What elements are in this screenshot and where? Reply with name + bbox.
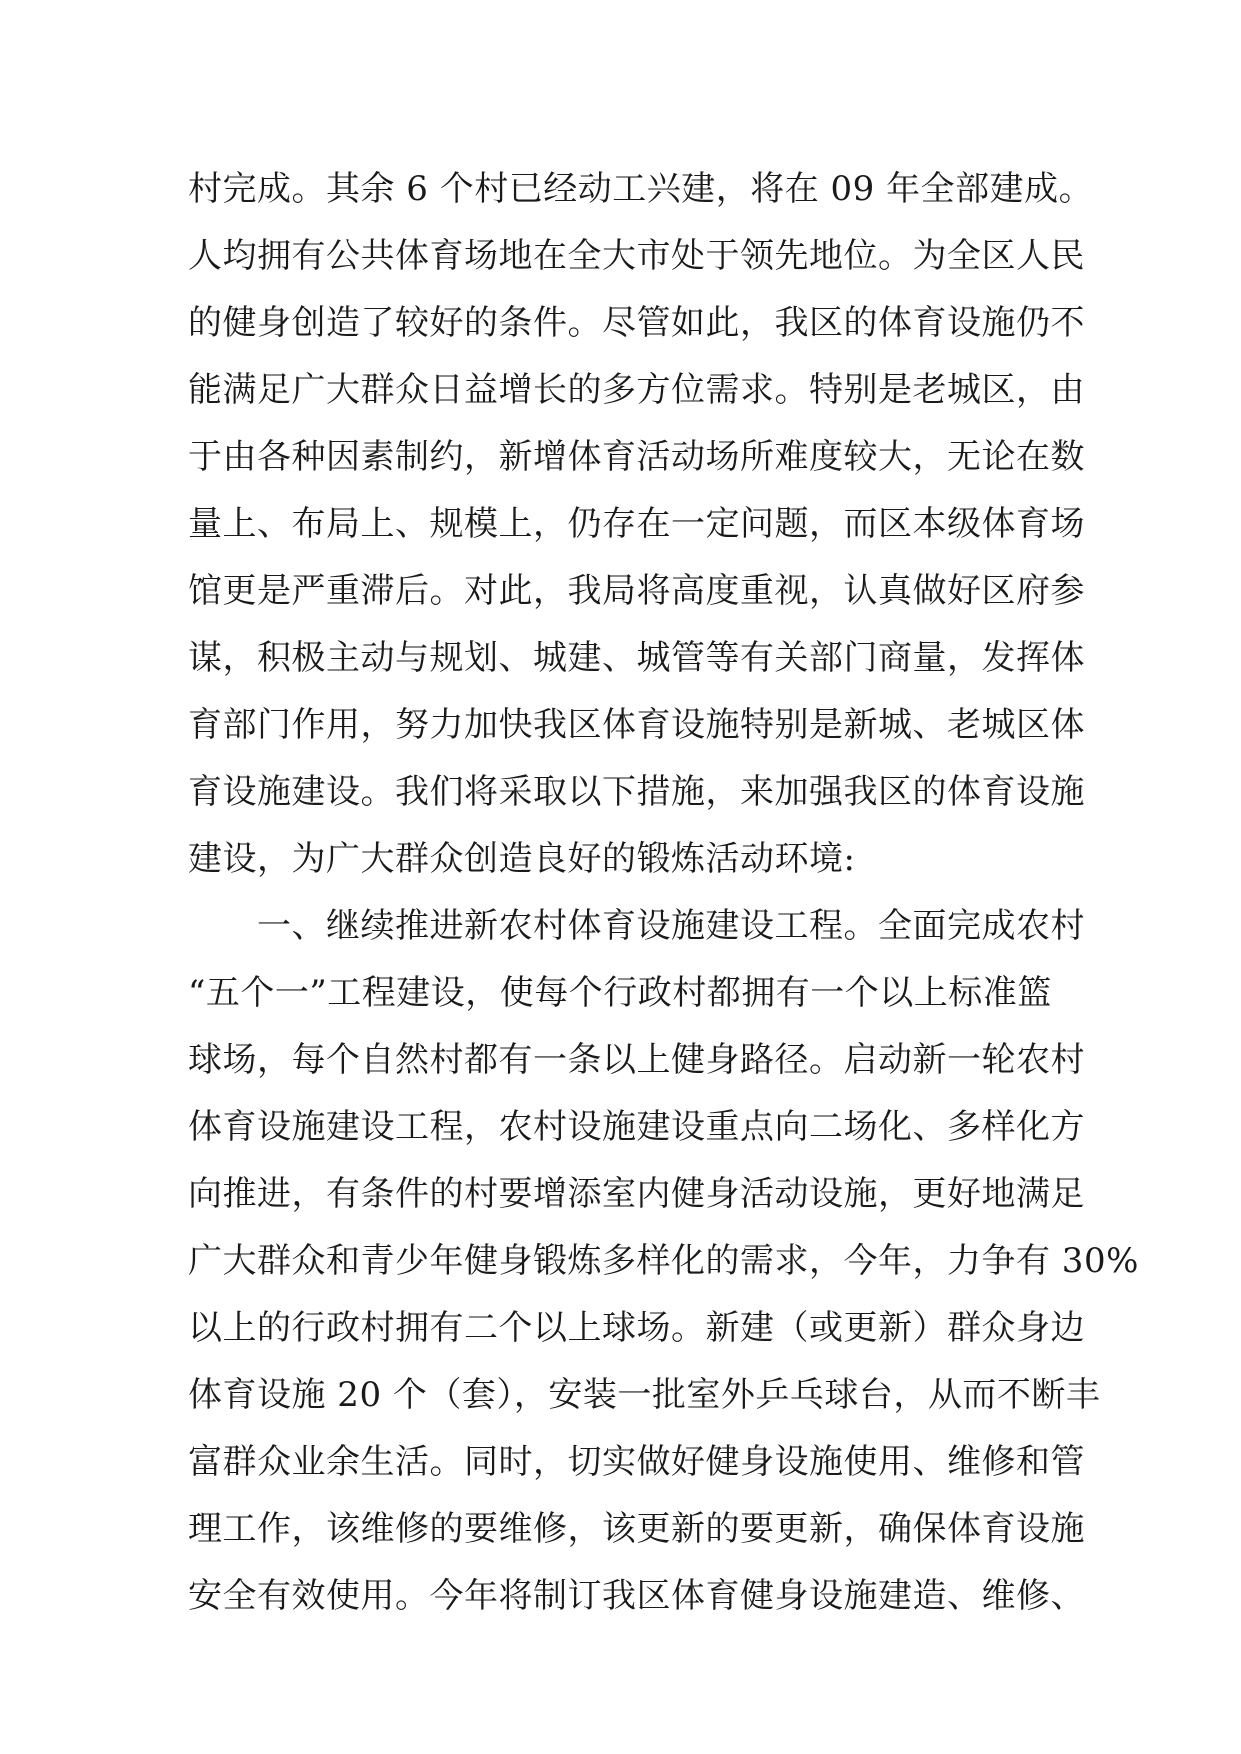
text-line: 以上的行政村拥有二个以上球场。新建（或更新）群众身边: [188, 1308, 1085, 1348]
text-line: 人均拥有公共体育场地在全大市处于领先地位。为全区人民: [188, 236, 1085, 276]
text-line: 馆更是严重滞后。对此，我局将高度重视，认真做好区府参: [188, 571, 1085, 611]
text-line: 富群众业余生活。同时，切实做好健身设施使用、维修和管: [188, 1442, 1085, 1482]
text-line: 向推进，有条件的村要增添室内健身活动设施，更好地满足: [188, 1174, 1085, 1214]
text-line: 育部门作用，努力加快我区体育设施特别是新城、老城区体: [188, 705, 1085, 745]
text-line: 球场，每个自然村都有一条以上健身路径。启动新一轮农村: [188, 1040, 1085, 1080]
body-text: [188, 156, 1139, 1630]
text-line: 的健身创造了较好的条件。尽管如此，我区的体育设施仍不: [188, 303, 1085, 343]
text-line: 育设施建设。我们将采取以下措施，来加强我区的体育设施: [188, 772, 1085, 812]
text-line: 一、继续推进新农村体育设施建设工程。全面完成农村: [188, 906, 1085, 946]
text-line: 体育设施 20 个（套），安装一批室外乒乓球台，从而不断丰: [188, 1375, 1101, 1415]
text-line: 谋，积极主动与规划、城建、城管等有关部门商量，发挥体: [188, 638, 1085, 678]
text-line: 于由各种因素制约，新增体育活动场所难度较大，无论在数: [188, 437, 1085, 477]
text-line: 建设，为广大群众创造良好的锻炼活动环境:: [188, 839, 856, 879]
text-line: “五个一”工程建设，使每个行政村都拥有一个以上标准篮: [188, 973, 1052, 1013]
text-line: 体育设施建设工程，农村设施建设重点向二场化、多样化方: [188, 1107, 1085, 1147]
text-line: 能满足广大群众日益增长的多方位需求。特别是老城区，由: [188, 370, 1085, 410]
text-line: 理工作，该维修的要维修，该更新的要更新，确保体育设施: [188, 1509, 1085, 1549]
text-line: 安全有效使用。今年将制订我区体育健身设施建造、维修、: [188, 1576, 1085, 1616]
text-line: 广大群众和青少年健身锻炼多样化的需求，今年，力争有 30%: [188, 1241, 1139, 1281]
text-line: 村完成。其余 6 个村已经动工兴建，将在 09 年全部建成。: [188, 169, 1094, 209]
text-line: 量上、布局上、规模上，仍存在一定问题，而区本级体育场: [188, 504, 1085, 544]
